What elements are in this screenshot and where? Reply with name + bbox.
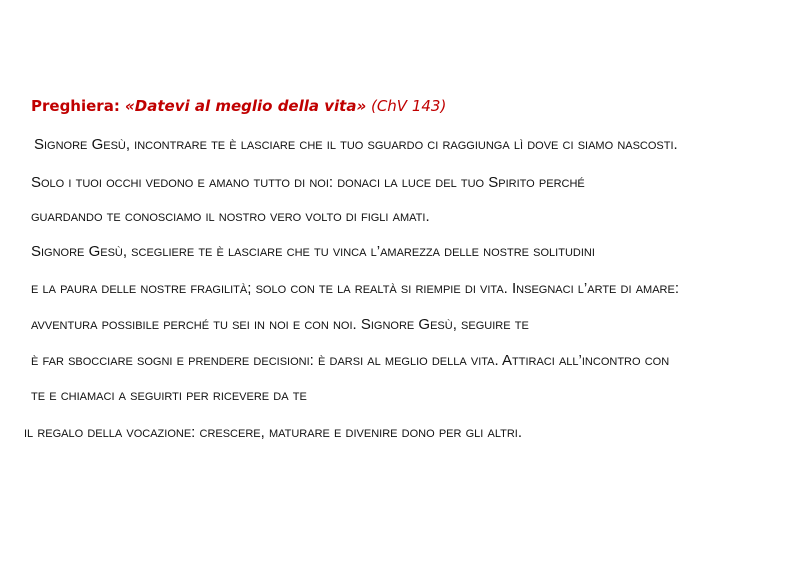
prayer-line-6: avventura possibile perché tu sei in noi e con noi. Signore Gesù, seguire te bbox=[31, 316, 529, 333]
prayer-line-3: guardando te conosciamo il nostro vero volto di figli amati. bbox=[31, 208, 430, 225]
prayer-title bbox=[31, 96, 446, 116]
prayer-line-2: Solo i tuoi occhi vedono e amano tutto di noi: donaci la luce del tuo Spirito perché bbox=[31, 174, 585, 191]
prayer-title-reference: (ChV 143) bbox=[366, 97, 447, 115]
prayer-line-9: il regalo della vocazione: crescere, maturare e divenire dono per gli altri. bbox=[24, 424, 523, 441]
prayer-line-1: Signore Gesù, incontrare te è lasciare che il tuo sguardo ci raggiunga lì dove ci siamo nascosti. bbox=[34, 136, 678, 153]
prayer-line-8: te e chiamaci a seguirti per ricevere da te bbox=[31, 387, 307, 404]
prayer-line-5: e la paura delle nostre fragilità; solo con te la realtà si riempie di vita. Insegnaci l’arte di amare: bbox=[31, 280, 680, 297]
prayer-line-7: è far sbocciare sogni e prendere decisioni: è darsi al meglio della vita. Attiraci all’incontro con bbox=[31, 352, 670, 369]
prayer-title-label: Preghiera: bbox=[31, 97, 126, 115]
prayer-title-quote: «Datevi al meglio della vita» bbox=[125, 97, 367, 115]
prayer-line-4: Signore Gesù, scegliere te è lasciare che tu vinca l’amarezza delle nostre solitudini bbox=[31, 243, 595, 260]
